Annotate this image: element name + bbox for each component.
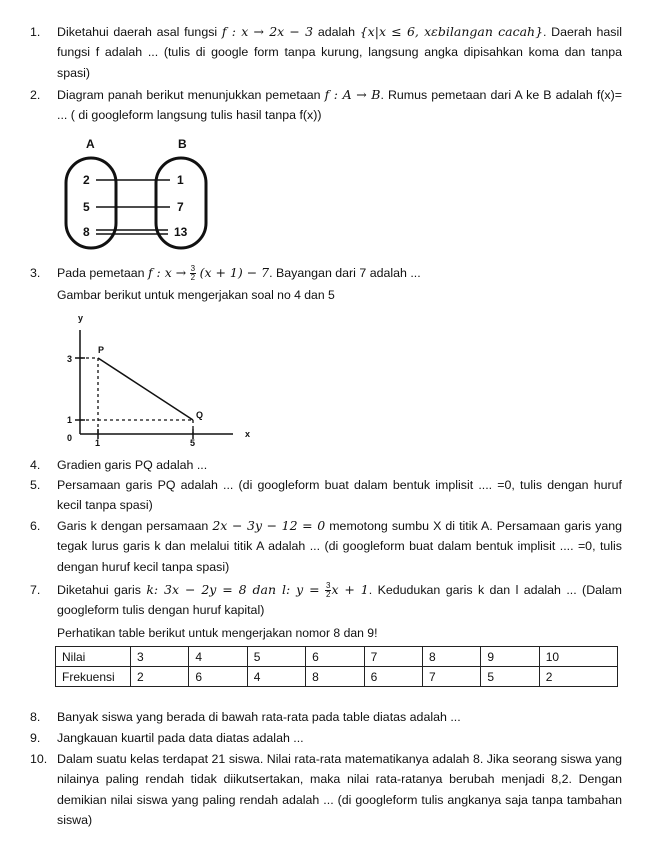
table-cell: 10 [539, 647, 617, 667]
question-8 [30, 707, 622, 727]
math-expression: f : x → 2x − 3 [221, 24, 314, 39]
frequency-table [55, 646, 618, 687]
row-header: Frekuensi [56, 667, 131, 687]
y-tick-label: 1 [67, 415, 73, 425]
set-b-value: 7 [177, 200, 184, 214]
set-b-value: 1 [177, 173, 184, 187]
row-header: Nilai [56, 647, 131, 667]
table-cell: 9 [481, 647, 539, 667]
question-number: 8. [30, 710, 41, 724]
question-text: adalah [313, 25, 360, 39]
table-cell: 7 [422, 667, 480, 687]
question-text: . Kedudukan garis k dan l adalah ... (Dalam googleform tulis dengan huruf kapital) [57, 583, 622, 618]
table-cell: 8 [422, 647, 480, 667]
question-number: 1. [30, 25, 41, 39]
question-7 [30, 580, 622, 621]
question-text: Persamaan garis PQ adalah ... (di googleform buat dalam bentuk implisit .... =0, tulis dengan huruf kecil tanpa spasi) [57, 478, 622, 513]
question-text: Dalam suatu kelas terdapat 21 siswa. Nilai rata-rata matematikanya adalah 8. Jika seorang siswa yang nilainya paling rendah tidak diikutsertakan, maka nilai rata-ratanya berubah menjadi 8,2. Dengan demikian nilai siswa yang paling rendah adalah ... (di googleform tulis angkanya saja tanpa tambahan siswa) [57, 752, 622, 827]
question-text: . Rumus pemetaan dari A ke B adalah f(x)= ... ( di googleform langsung tulis hasil tanpa f(x)) [57, 88, 622, 123]
point-q-label: Q [196, 410, 204, 420]
question-number: 9. [30, 731, 41, 745]
table-intro-label: Perhatikan table berikut untuk mengerjakan nomor 8 dan 9! [57, 626, 378, 640]
table-cell: 7 [364, 647, 422, 667]
table-cell: 6 [306, 647, 364, 667]
math-expression: 2x − 3y − 12 = 0 [212, 518, 326, 533]
question-number: 2. [30, 88, 41, 102]
x-tick-label: 1 [95, 438, 101, 448]
question-number: 4. [30, 458, 41, 472]
cartesian-graph [58, 308, 258, 448]
arrow-diagram [55, 132, 225, 254]
set-b-value: 13 [174, 225, 188, 239]
question-number: 10. [30, 752, 48, 766]
question-text: . Bayangan dari 7 adalah ... [269, 266, 421, 280]
table-cell: 5 [247, 647, 305, 667]
question-text: Gradien garis PQ adalah ... [57, 458, 208, 472]
question-2 [30, 85, 622, 126]
math-expression: f : x → [147, 265, 187, 280]
table-cell: 6 [364, 667, 422, 687]
set-a-value: 8 [83, 225, 90, 239]
question-number: 3. [30, 266, 41, 280]
math-expression: x + 1 [331, 582, 369, 597]
question-5 [30, 475, 622, 516]
table-cell: 8 [306, 667, 364, 687]
question-text: Diketahui garis [57, 583, 147, 597]
table-cell: 6 [189, 667, 247, 687]
math-expression: f : A → B [324, 87, 381, 102]
question-6 [30, 516, 622, 577]
set-a-value: 5 [83, 200, 90, 214]
x-axis-label: x [245, 429, 251, 439]
table-cell: 4 [247, 667, 305, 687]
x-tick-label: 5 [190, 438, 196, 448]
math-expression: (x + 1) − 7 [199, 265, 270, 280]
y-tick-label: 3 [67, 354, 73, 364]
question-10 [30, 749, 622, 830]
question-number: 6. [30, 519, 41, 533]
origin-label: 0 [67, 433, 73, 443]
question-text: memotong sumbu X di titik A. Persamaan garis yang tegak lurus garis k dan melalui titik A adalah ... (di googleform buat dalam bentuk implisit .... =0, tulis dengan huruf kecil tanpa spasi) [57, 519, 622, 574]
table-cell: 2 [131, 667, 189, 687]
table-cell: 5 [481, 667, 539, 687]
table-row [56, 667, 618, 687]
question-4 [30, 455, 622, 475]
table-row [56, 647, 618, 667]
question-text: . Daerah hasil fungsi f adalah ... (tulis di google form tanpa kurung, langsung angka dipisahkan koma dan tanpa spasi) [57, 25, 623, 80]
question-text: Diketahui daerah asal fungsi [57, 25, 222, 39]
question-text: Pada pemetaan [57, 266, 148, 280]
question-3 [30, 263, 622, 283]
math-expression: k: 3x − 2y = 8 dan l: y = [146, 582, 320, 597]
question-number: 7. [30, 583, 41, 597]
question-9 [30, 728, 622, 748]
question-1 [30, 22, 622, 83]
graph-intro-label: Gambar berikut untuk mengerjakan soal no 4 dan 5 [57, 288, 335, 302]
math-expression: {x|x ≤ 6, xεbilangan cacah} [359, 24, 544, 39]
question-text: Banyak siswa yang berada di bawah rata-rata pada table diatas adalah ... [57, 710, 461, 724]
question-number: 5. [30, 478, 41, 492]
table-cell: 4 [189, 647, 247, 667]
table-cell: 3 [131, 647, 189, 667]
question-text: Garis k dengan persamaan [57, 519, 213, 533]
set-b-label: B [178, 137, 187, 151]
fraction: $\frac{3}{2}$ [325, 581, 331, 600]
question-text: Jangkauan kuartil pada data diatas adalah ... [57, 731, 304, 745]
set-a-value: 2 [83, 173, 90, 187]
table-cell: 2 [539, 667, 617, 687]
line-pq [98, 358, 193, 420]
question-text: Diagram panah berikut menunjukkan pemetaan [57, 88, 325, 102]
point-p-label: P [98, 345, 105, 355]
fraction: $\frac{3}{2}$ [190, 264, 196, 283]
set-a-label: A [86, 137, 95, 151]
y-axis-label: y [78, 313, 84, 323]
